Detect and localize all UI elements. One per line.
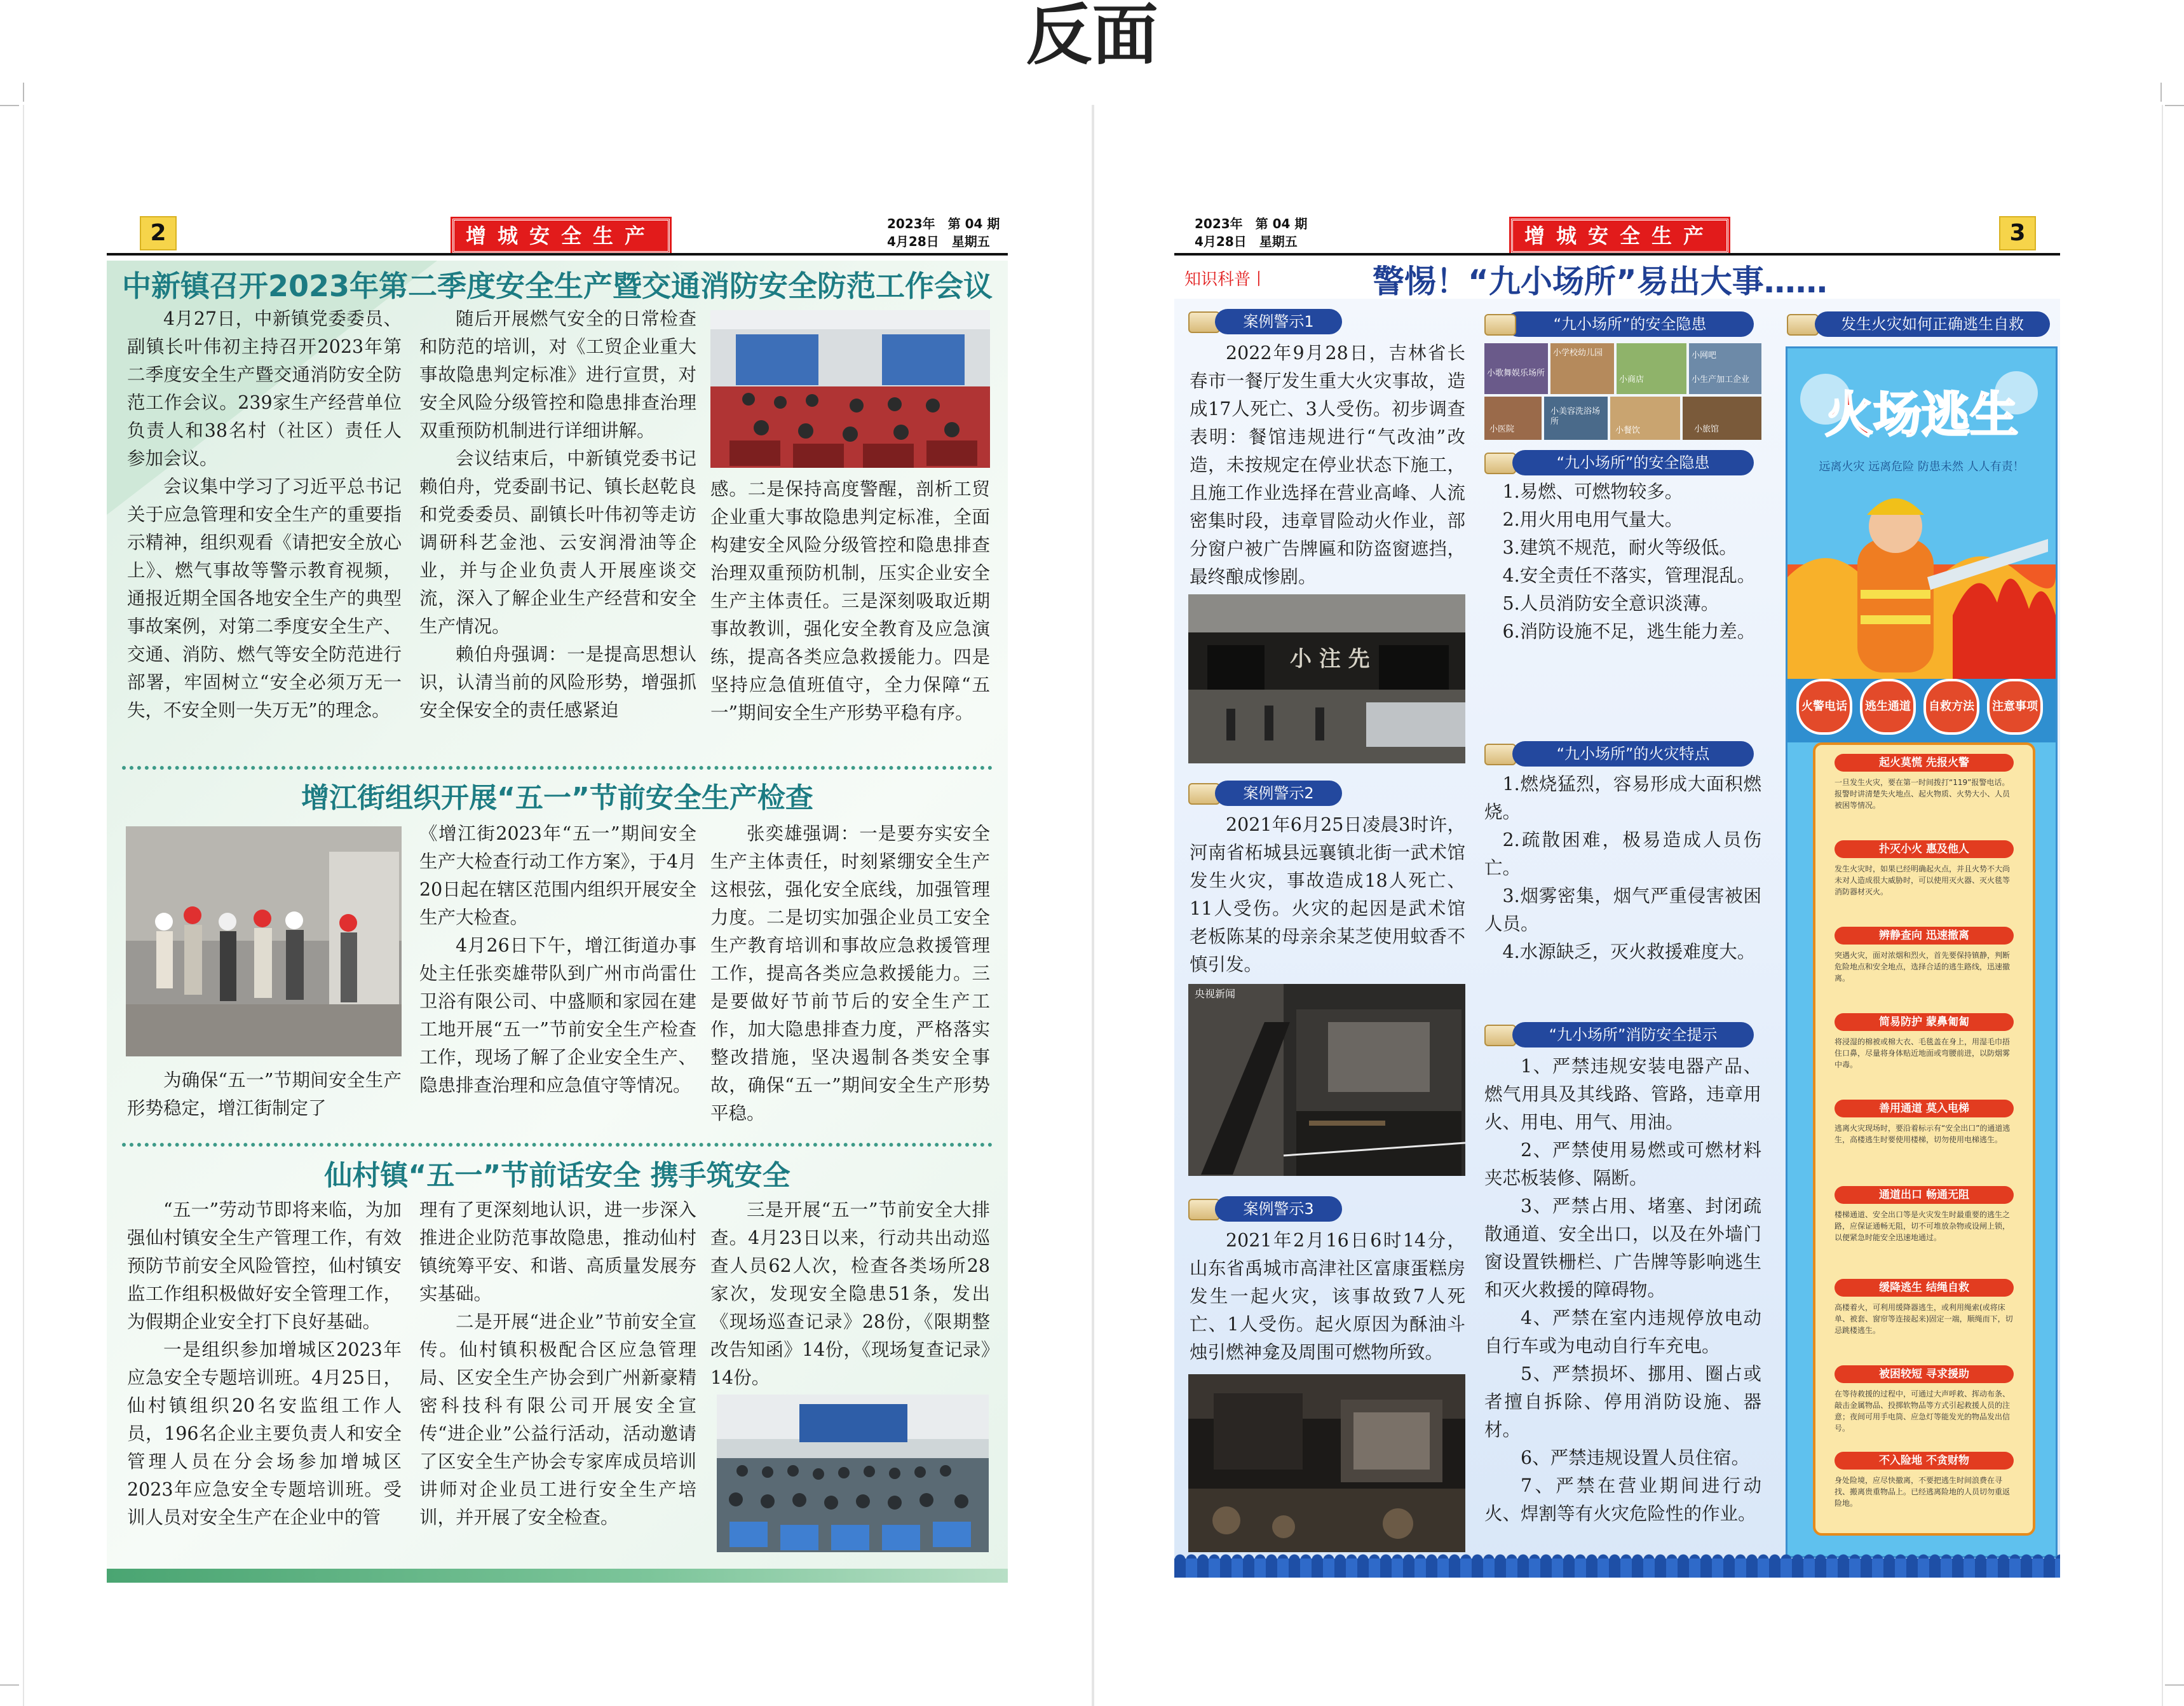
poster-pill-title: 发生火灾如何正确逃生自救 xyxy=(1815,311,2050,337)
poster-steps-frame xyxy=(1813,742,2035,1536)
poster-step-text: 高楼着火，可利用缓降器逃生，或利用绳索(或将床单、被套、窗帘等连接起来)固定一端，顺绳而下，切忌跳楼逃生。 xyxy=(1835,1303,2013,1335)
safety-tips-list xyxy=(1484,1053,1761,1528)
poster-step-text: 逃离火灾现场时，要沿着标示有“安全出口”的通道逃生，高楼逃生时要使用楼梯，切勿使用电梯逃生。 xyxy=(1835,1124,2011,1144)
trim-mark xyxy=(0,1684,19,1686)
case2-photo xyxy=(1188,984,1465,1176)
safety-tip-item: 7、严禁在营业期间进行动火、焊割等有火灾危险性的作业。 xyxy=(1484,1475,1761,1524)
right-page-bottom-band xyxy=(1174,1559,2060,1578)
article3-col2 xyxy=(419,1196,696,1532)
fire-feature-item: 4.水源缺乏，灭火救援难度大。 xyxy=(1502,941,1756,962)
fire-features-title: “九小场所”的火灾特点 xyxy=(1512,741,1754,767)
hazard-image-label: 小学校幼儿园 xyxy=(1553,348,1603,358)
training-photo xyxy=(717,1395,989,1552)
poster-gear: 自救方法 xyxy=(1923,679,1979,735)
safety-tip-item: 1、严禁违规安装电器产品、燃气用具及其线路、管路，违章用火、用电、用气、用油。 xyxy=(1484,1056,1761,1133)
poster-step-title: 被困较短 寻求援助 xyxy=(1835,1365,2014,1383)
poster-gear: 火警电话 xyxy=(1796,679,1852,735)
safety-tip-item: 4、严禁在室内违规停放电动自行车或为电动自行车充电。 xyxy=(1484,1307,1761,1356)
article1-col1 xyxy=(127,305,402,725)
scroll-icon xyxy=(1484,453,1516,474)
hazard-item: 4.安全责任不落实，管理混乱。 xyxy=(1502,565,1756,586)
article1-col2 xyxy=(419,305,696,725)
hazard-item: 6.消防设施不足，逃生能力差。 xyxy=(1502,621,1756,642)
article2-col3: 张奕雄强调：一是要夯实安全生产主体责任，时刻紧绷安全生产这根弦，强化安全底线，加强管理力度。二是切实加强企业员工安全生产教育培训和事故应急救援管理工作，提高各类应急救援能力。三是要做好节前节后的安全生产工作，加大隐患排查力度，严格落实整改措施，坚决遏制各类安全事故，确保“五一”期间安全生产形势平稳。 xyxy=(710,823,990,1124)
poster-step-title: 不入险地 不贪财物 xyxy=(1835,1452,2014,1470)
hazard-image-label: 小医院 xyxy=(1489,425,1515,434)
hazards-collage xyxy=(1484,343,1761,440)
paragraph: 二是开展“进企业”节前安全宣传。仙村镇积极配合区应急管理局、区安全生产协会到广州新豪精密科技科有限公司开展安全宣传“进企业”公益行活动，活动邀请了区安全生产协会专家库成员培训讲师对企业员工进行安全生产培训，并开展了安全检查。 xyxy=(419,1311,696,1528)
left-page-bottom-band xyxy=(107,1569,1008,1583)
scroll-icon xyxy=(1484,744,1516,765)
page-number: 3 xyxy=(1999,216,2036,250)
case3-text: 2021年2月16日6时14分，山东省禹城市高津社区富康蛋糕房发生一起火灾，该事故致7人死亡、1人受伤。起火原因为酥油斗烛引燃神龛及周围可燃物所致。 xyxy=(1190,1230,1465,1363)
masthead-rule xyxy=(1174,253,2060,256)
masthead-date: 4月28日 星期五 xyxy=(1195,234,1298,249)
masthead-issue: 2023年 第 04 期 xyxy=(1195,216,1308,231)
poster-step-text: 发生火灾时，如果已经明确起火点，并且火势不大尚未对人造成很大威胁时，可以使用灭火器、灭火毯等消防器材灭火。 xyxy=(1835,864,2011,896)
case3-photo xyxy=(1188,1374,1465,1552)
safety-tips-title: “九小场所”消防安全提示 xyxy=(1512,1022,1754,1047)
paragraph: 会议结束后，中新镇党委书记赖伯舟，党委副书记、镇长赵乾良和党委委员、副镇长叶伟初等走访调研科艺金池、云安润滑油等企业，并与企业负责人开展座谈交流，深入了解企业生产经营和安全生产情况。 xyxy=(419,448,696,637)
trim-mark xyxy=(0,105,19,106)
hazard-image-label: 小歌舞娱乐场所 xyxy=(1487,369,1545,378)
page-number: 2 xyxy=(140,216,177,250)
case3-label: 案例警示3 xyxy=(1215,1196,1342,1222)
case2-photo-watermark: 央视新闻 xyxy=(1195,988,1236,1000)
section-tag: 知识科普丨 xyxy=(1184,270,1268,289)
poster-step-title: 缓降逃生 结绳自救 xyxy=(1835,1279,2014,1297)
paragraph: 一是组织参加增城区2023年应急安全专题培训班。4月25日，仙村镇组织20名安监组工作人员，196名企业主要负责人和安全管理人员在分会场参加增城区2023年应急安全专题培训班。受训人员对安全生产在企业中的管 xyxy=(127,1339,402,1528)
poster-step-text: 楼梯通道、安全出口等是火灾发生时最重要的逃生之路，应保证通畅无阻，切不可堆放杂物或设闸上锁，以便紧急时能安全迅速地通过。 xyxy=(1835,1210,2011,1242)
masthead-rule xyxy=(107,253,1008,256)
masthead-date: 4月28日 星期五 xyxy=(887,234,990,249)
hazard-image-label: 小网吧 xyxy=(1692,351,1717,360)
paragraph: 赖伯舟强调：一是提高思想认识，认清当前的风险形势，增强抓安全保安全的责任感紧迫 xyxy=(419,644,696,721)
case1-label: 案例警示1 xyxy=(1215,309,1342,334)
paragraph: “五一”劳动节即将来临，为加强仙村镇安全生产管理工作，有效预防节前安全风险管控，仙村镇安监工作组积极做好安全管理工作，为假期企业安全打下良好基础。 xyxy=(127,1199,402,1332)
paragraph: 理有了更深刻地认识，进一步深入推进企业防范事故隐患，推动仙村镇统筹平安、和谐、高质量发展夯实基础。 xyxy=(419,1199,696,1304)
article1-col3: 感。二是保持高度警醒，剖析工贸企业重大事故隐患判定标准，全面构建安全风险分级管控和隐患排查治理双重预防机制，压实企业安全生产主体责任。三是深刻吸取近期事故教训，强化安全教育及应急演练，提高各类应急救援能力。四是坚持应急值班值守，全力保障“五一”期间安全生产形势平稳有序。 xyxy=(710,479,990,723)
meeting-photo-illustration xyxy=(710,310,990,468)
case1-photo-illustration xyxy=(1188,594,1465,763)
section-divider xyxy=(122,1143,993,1147)
safety-tip-item: 3、严禁占用、堵塞、封闭疏散通道、安全出口，以及在外墙门窗设置铁栅栏、广告牌等影响逃生和灭火救援的障碍物。 xyxy=(1484,1196,1761,1300)
paragraph: 《增江街2023年“五一”期间安全生产大检查行动工作方案》，于4月20日起在辖区范围内组织开展安全生产大检查。 xyxy=(419,823,696,928)
poster-title: 火场逃生 xyxy=(1825,386,2018,443)
article2-col2 xyxy=(419,820,696,1100)
poster-step-title: 简易防护 蒙鼻匍匐 xyxy=(1835,1013,2014,1031)
hazard-image-label: 小商店 xyxy=(1619,375,1645,385)
poster-step-text: 将浸湿的棉被或棉大衣、毛毯盖在身上，用湿毛巾捂住口鼻，尽量将身体贴近地面或弯腰前进，以防烟雾中毒。 xyxy=(1835,1037,2011,1069)
article2-headline: 增江街组织开展“五一”节前安全生产检查 xyxy=(301,782,813,814)
article3-col3: 三是开展“五一”节前安全大排查。4月23日以来，行动共出动巡查人员62人次，检查各类场所28家次，发现安全隐患51条，发出《现场巡查记录》28份，《限期整改告知函》14份，《现场复查记录》14份。 xyxy=(710,1199,990,1388)
poster-step-title: 扑灭小火 惠及他人 xyxy=(1835,840,2014,858)
hazard-item: 1.易燃、可燃物较多。 xyxy=(1502,481,1683,502)
scroll-icon xyxy=(1484,1025,1516,1046)
scroll-icon xyxy=(1484,314,1516,336)
case2-label: 案例警示2 xyxy=(1215,781,1342,806)
article3-headline: 仙村镇“五一”节前话安全 携手筑安全 xyxy=(324,1159,790,1192)
trim-mark xyxy=(2165,1684,2184,1686)
case2-text: 2021年6月25日凌晨3时许，河南省柘城县远襄镇北街一武术馆发生火灾，事故造成18人死亡、11人受伤。火灾的起因是武术馆老板陈某的母亲余某芝使用蚊香不慎引发。 xyxy=(1190,814,1465,975)
poster-step-text: 一旦发生火灾，要在第一时间拨打“119”报警电话。报警时讲清楚失火地点、起火物质、火势大小、人员被困等情况。 xyxy=(1835,778,2011,810)
fire-feature-item: 1.燃烧猛烈，容易形成大面积燃烧。 xyxy=(1484,774,1761,822)
section-divider xyxy=(122,766,993,770)
poster-subtitle: 远离火灾 远离危险 防患未然 人人有责！ xyxy=(1819,460,2025,474)
poster-gear: 逃生通道 xyxy=(1860,679,1916,735)
masthead-issue: 2023年 第 04 期 xyxy=(887,216,1000,231)
scroll-icon xyxy=(1787,314,1819,336)
hazard-image-label: 小旅馆 xyxy=(1694,425,1719,434)
paragraph: 会议集中学习了习近平总书记关于应急管理和安全生产的重要指示精神，组织观看《请把安全放心上》、燃气事故等警示教育视频，通报近期全国各地安全生产的典型事故案例，对第二季度安全生产、交通、消防、燃气等安全防范进行部署，牢固树立“安全必须万无一失，不安全则一失万无”的理念。 xyxy=(127,476,402,721)
fire-feature-item: 3.烟雾密集，烟气严重侵害被困人员。 xyxy=(1484,885,1761,934)
hazard-image-label: 小生产加工企业 xyxy=(1692,375,1750,385)
inspection-photo xyxy=(126,826,402,1056)
hazard-image-label: 小餐饮 xyxy=(1615,426,1641,435)
hazard-item: 3.建筑不规范，耐火等级低。 xyxy=(1502,537,1737,558)
right-headline: 警惕！“九小场所”易出大事…… xyxy=(1373,263,1828,300)
inspection-photo-illustration xyxy=(126,826,402,1056)
poster-step-title: 起火莫慌 先报火警 xyxy=(1835,754,2014,772)
article1-headline: 中新镇召开2023年第二季度安全生产暨交通消防安全防范工作会议 xyxy=(121,269,993,303)
fire-feature-item: 2.疏散困难，极易造成人员伤亡。 xyxy=(1484,829,1761,878)
masthead-name: 增城安全生产 xyxy=(1511,219,1728,253)
poster-step-text: 在等待救援的过程中，可通过大声呼救、挥动布条、敲击金属物品、投掷软物品等方式引起救援人员的注意；夜间可用手电筒、应急灯等能发光的物品发出信号。 xyxy=(1835,1389,2011,1433)
hazards-title: “九小场所”的安全隐患 xyxy=(1506,311,1754,337)
case2-photo-illustration xyxy=(1188,984,1465,1176)
trim-mark xyxy=(23,83,24,102)
paragraph: 4月26日下午，增江街道办事处主任张奕雄带队到广州市尚雷仕卫浴有限公司、中盛顺和家园在建工地开展“五一”节前安全生产检查工作，现场了解了企业安全生产、隐患排查治理和应急值守等情况。 xyxy=(419,935,696,1096)
case3-photo-illustration xyxy=(1188,1374,1465,1552)
trim-mark xyxy=(2165,105,2184,106)
masthead-name: 增城安全生产 xyxy=(452,219,670,253)
training-photo-illustration xyxy=(717,1395,989,1552)
article3-col1 xyxy=(127,1196,402,1532)
spread-title: 反面 xyxy=(1026,0,1158,74)
safety-tip-item: 2、严禁使用易燃或可燃材料夹芯板装修、隔断。 xyxy=(1484,1140,1761,1189)
poster-step-text: 突遇火灾，面对浓烟和烈火，首先要保持镇静，判断危险地点和安全地点，选择合适的逃生路线，迅速撤离。 xyxy=(1835,951,2011,983)
poster-step-title: 善用通道 莫入电梯 xyxy=(1835,1100,2014,1117)
safety-tip-item: 5、严禁损坏、挪用、圈占或者擅自拆除、停用消防设施、器材。 xyxy=(1484,1363,1761,1440)
hazards-list xyxy=(1484,478,1761,646)
trim-mark xyxy=(2160,83,2162,102)
case1-photo xyxy=(1188,594,1465,763)
meeting-photo xyxy=(710,310,990,468)
paragraph: 4月27日，中新镇党委委员、副镇长叶伟初主持召开2023年第二季度安全生产暨交通消防安全防范工作会议。239家生产经营单位负责人和38名村（社区）责任人参加会议。 xyxy=(127,308,402,469)
poster-step-text: 身处险境，应尽快撤离，不要把逃生时间浪费在寻找、搬离贵重物品上。已经逃离险地的人员切勿重返险地。 xyxy=(1835,1476,2011,1508)
poster-gear: 注意事项 xyxy=(1987,679,2043,735)
poster-step-title: 通道出口 畅通无阻 xyxy=(1835,1186,2014,1204)
fire-features-list xyxy=(1484,770,1761,966)
case1-text: 2022年9月28日，吉林省长春市一餐厅发生重大火灾事故，造成17人死亡、3人受伤。初步调查表明：餐馆违规进行“气改油”改造，未按规定在停业状态下施工，且施工作业选择在营业高峰、人流密集时段，违章冒险动火作业，部分窗户被广告牌匾和防盗窗遮挡，最终酿成惨剧。 xyxy=(1190,343,1465,587)
fire-escape-poster xyxy=(1786,346,2058,1558)
poster-step-title: 辨静查向 迅速撤离 xyxy=(1835,927,2014,945)
case1-photo-sign: 小 注 先 xyxy=(1290,646,1370,672)
safety-tip-item: 6、严禁违规设置人员住宿。 xyxy=(1521,1447,1750,1468)
hazard-image-label: 小美容洗浴场所 xyxy=(1550,407,1601,426)
hazard-item: 5.人员消防安全意识淡薄。 xyxy=(1502,593,1719,614)
hazards-title-2: “九小场所”的安全隐患 xyxy=(1512,450,1754,475)
article2-col1: 为确保“五一”节期间安全生产形势稳定，增江街制定了 xyxy=(127,1070,402,1119)
hazard-item: 2.用火用电用气量大。 xyxy=(1502,509,1683,530)
paragraph: 随后开展燃气安全的日常检查和防范的培训，对《工贸企业重大事故隐患判定标准》进行宣贯，对安全风险分级管控和隐患排查治理双重预防机制进行详细讲解。 xyxy=(419,308,696,441)
